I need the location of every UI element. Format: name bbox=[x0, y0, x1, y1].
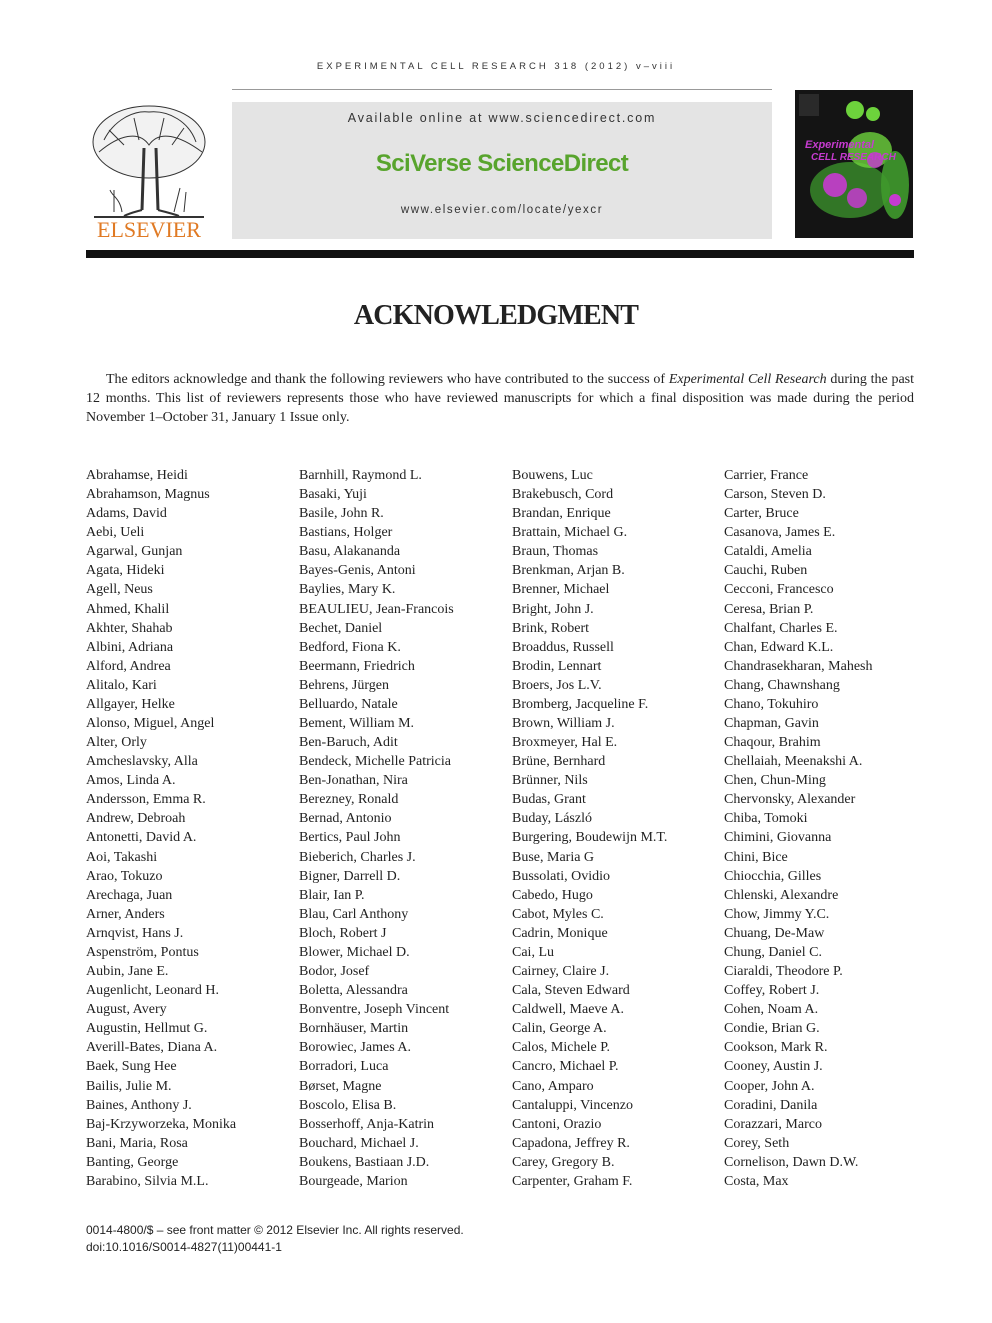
reviewer-name: Allgayer, Helke bbox=[86, 696, 175, 712]
reviewer-column-1 bbox=[86, 466, 236, 1191]
reviewer-name: Bendeck, Michelle Patricia bbox=[299, 754, 451, 770]
reviewer-name: Brenkman, Arjan B. bbox=[512, 563, 625, 579]
reviewer-name: Banting, George bbox=[86, 1154, 179, 1170]
reviewer-name: Chow, Jimmy Y.C. bbox=[724, 906, 830, 922]
reviewer-name: Ahmed, Khalil bbox=[86, 601, 170, 617]
reviewer-name: Bouchard, Michael J. bbox=[299, 1135, 419, 1151]
reviewer-name: Barabino, Silvia M.L. bbox=[86, 1173, 209, 1189]
reviewer-name: Alter, Orly bbox=[86, 735, 147, 751]
reviewer-name: Bosserhoff, Anja-Katrin bbox=[299, 1116, 435, 1132]
reviewer-name: Agarwal, Gunjan bbox=[86, 544, 183, 560]
reviewer-name: Cooper, John A. bbox=[724, 1078, 815, 1094]
reviewer-name: Bement, William M. bbox=[299, 716, 415, 732]
reviewer-name: Cantoni, Orazio bbox=[512, 1116, 602, 1132]
footer bbox=[86, 1222, 464, 1256]
reviewer-name: Boukens, Bastiaan J.D. bbox=[299, 1154, 430, 1170]
elsevier-logo bbox=[84, 100, 214, 240]
header-thick-rule bbox=[86, 250, 914, 258]
reviewer-name: Chano, Tokuhiro bbox=[724, 696, 819, 712]
reviewer-name: Chuang, De-Maw bbox=[724, 925, 825, 941]
cover-title-line1: Experimental bbox=[805, 139, 875, 151]
reviewer-name: Alford, Andrea bbox=[86, 658, 171, 674]
reviewer-name: Cancro, Michael P. bbox=[512, 1059, 619, 1075]
reviewer-name: Augustin, Hellmut G. bbox=[86, 1021, 208, 1037]
reviewer-name: Brüne, Bernhard bbox=[512, 754, 606, 770]
elsevier-wordmark: ELSEVIER bbox=[97, 217, 201, 240]
reviewer-name: Ben-Baruch, Adit bbox=[299, 735, 398, 751]
reviewer-name: Chlenski, Alexandre bbox=[724, 887, 839, 903]
reviewer-column-3 bbox=[512, 466, 667, 1191]
reviewer-name: Borowiec, James A. bbox=[299, 1040, 411, 1056]
reviewer-name: Arao, Tokuzo bbox=[86, 868, 163, 884]
reviewer-name: Blau, Carl Anthony bbox=[299, 906, 409, 922]
reviewer-name: Bernad, Antonio bbox=[299, 811, 392, 827]
reviewer-name: Capadona, Jeffrey R. bbox=[512, 1135, 630, 1151]
reviewer-name: Bodor, Josef bbox=[299, 964, 370, 980]
reviewer-name: Ciaraldi, Theodore P. bbox=[724, 964, 843, 980]
reviewer-name: Børset, Magne bbox=[299, 1078, 382, 1094]
reviewer-name: Cadrin, Monique bbox=[512, 925, 608, 941]
reviewer-name: Buse, Maria G bbox=[512, 849, 595, 865]
reviewer-name: Brown, William J. bbox=[512, 716, 615, 732]
reviewer-name: Brakebusch, Cord bbox=[512, 487, 614, 503]
reviewer-name: Cabot, Myles C. bbox=[512, 906, 604, 922]
sciencedirect-banner bbox=[232, 102, 772, 239]
reviewer-name: Arechaga, Juan bbox=[86, 887, 173, 903]
reviewer-name: Brink, Robert bbox=[512, 620, 589, 636]
reviewer-name: Calos, Michele P. bbox=[512, 1040, 610, 1056]
doi-line[interactable]: doi:10.1016/S0014-4827(11)00441-1 bbox=[86, 1240, 282, 1254]
reviewer-name: Abrahamse, Heidi bbox=[86, 468, 188, 483]
reviewer-name: Bouwens, Luc bbox=[512, 468, 593, 483]
reviewer-name: Behrens, Jürgen bbox=[299, 677, 389, 693]
reviewer-name: Cala, Steven Edward bbox=[512, 983, 630, 999]
reviewer-name: Baylies, Mary K. bbox=[299, 582, 396, 598]
reviewer-name: Coffey, Robert J. bbox=[724, 983, 820, 999]
reviewer-name: Ceresa, Brian P. bbox=[724, 601, 814, 617]
reviewer-name: Braun, Thomas bbox=[512, 544, 599, 560]
reviewer-name: Carey, Gregory B. bbox=[512, 1154, 615, 1170]
reviewer-name: Baek, Sung Hee bbox=[86, 1059, 177, 1075]
reviewer-name: Brattain, Michael G. bbox=[512, 525, 628, 541]
reviewer-name: Coradini, Danila bbox=[724, 1097, 818, 1113]
reviewer-name: Carter, Bruce bbox=[724, 506, 799, 522]
reviewer-name: Chini, Bice bbox=[724, 849, 788, 865]
reviewer-name: Abrahamson, Magnus bbox=[86, 487, 210, 503]
intro-journal-name: Experimental Cell Research bbox=[668, 372, 827, 387]
reviewer-name: Akhter, Shahab bbox=[86, 620, 173, 636]
reviewer-name: Andersson, Emma R. bbox=[86, 792, 206, 808]
reviewer-name: Bertics, Paul John bbox=[299, 830, 401, 846]
reviewer-name: Amcheslavsky, Alla bbox=[86, 754, 198, 770]
reviewer-name: Cataldi, Amelia bbox=[724, 544, 812, 560]
reviewer-name: Bromberg, Jacqueline F. bbox=[512, 696, 649, 712]
reviewer-name: Bloch, Robert J bbox=[299, 925, 387, 941]
reviewer-name: Bechet, Daniel bbox=[299, 620, 383, 636]
reviewer-name: Broers, Jos L.V. bbox=[512, 677, 602, 693]
reviewer-name: Agell, Neus bbox=[86, 582, 153, 598]
reviewer-name: Condie, Brian G. bbox=[724, 1021, 820, 1037]
reviewer-name: Cohen, Noam A. bbox=[724, 1002, 819, 1018]
reviewer-name: Bastians, Holger bbox=[299, 525, 393, 541]
reviewer-name: Bornhäuser, Martin bbox=[299, 1021, 409, 1037]
available-online-text: Available online at www.sciencedirect.com bbox=[347, 111, 657, 125]
reviewer-name: Cecconi, Francesco bbox=[724, 582, 834, 598]
reviewer-column-2 bbox=[299, 466, 454, 1191]
reviewer-name: Bailis, Julie M. bbox=[86, 1078, 172, 1094]
reviewer-name: Cornelison, Dawn D.W. bbox=[724, 1154, 859, 1170]
reviewer-name: Cabedo, Hugo bbox=[512, 887, 593, 903]
reviewer-name: Bayes-Genis, Antoni bbox=[299, 563, 416, 579]
reviewer-name: Aoi, Takashi bbox=[86, 849, 158, 865]
reviewer-name: Chan, Edward K.L. bbox=[724, 639, 834, 655]
intro-text-before: The editors acknowledge and thank the following reviewers who have contributed to the success of bbox=[106, 372, 669, 387]
reviewer-name: Chiba, Tomoki bbox=[724, 811, 808, 827]
reviewer-name: August, Avery bbox=[86, 1002, 167, 1018]
copyright-line: 0014-4800/$ – see front matter © 2012 Elsevier Inc. All rights reserved. bbox=[86, 1223, 464, 1237]
reviewer-name: Blower, Michael D. bbox=[299, 944, 410, 960]
reviewer-name: Bourgeade, Marion bbox=[299, 1173, 408, 1189]
page-title: ACKNOWLEDGMENT bbox=[353, 300, 639, 331]
reviewer-name: Augenlicht, Leonard H. bbox=[86, 983, 219, 999]
reviewer-name: Borradori, Luca bbox=[299, 1059, 389, 1075]
reviewer-name: Bigner, Darrell D. bbox=[299, 868, 401, 884]
reviewer-name: Chiocchia, Gilles bbox=[724, 868, 822, 884]
reviewer-name: Corazzari, Marco bbox=[724, 1116, 822, 1132]
reviewer-name: Baj-Krzyworzeka, Monika bbox=[86, 1116, 237, 1132]
reviewer-name: Averill-Bates, Diana A. bbox=[86, 1040, 218, 1056]
reviewer-name: Albini, Adriana bbox=[86, 639, 174, 655]
reviewer-name: Chervonsky, Alexander bbox=[724, 792, 856, 808]
reviewer-name: Ben-Jonathan, Nira bbox=[299, 773, 408, 789]
reviewer-name: Belluardo, Natale bbox=[299, 696, 398, 712]
reviewer-name: Berezney, Ronald bbox=[299, 792, 399, 808]
reviewer-column-4 bbox=[724, 466, 873, 1191]
cover-title-line2: CELL RESEARCH bbox=[811, 152, 896, 163]
reviewer-name: Chen, Chun-Ming bbox=[724, 773, 826, 789]
reviewer-name: Budas, Grant bbox=[512, 792, 586, 808]
reviewer-name: Buday, László bbox=[512, 811, 592, 827]
reviewer-name: Baines, Anthony J. bbox=[86, 1097, 192, 1113]
reviewer-name: Cauchi, Ruben bbox=[724, 563, 808, 579]
reviewer-name: Boletta, Alessandra bbox=[299, 983, 408, 999]
reviewer-name: Brünner, Nils bbox=[512, 773, 588, 789]
reviewer-name: Basile, John R. bbox=[299, 506, 384, 522]
reviewer-name: Burgering, Boudewijn M.T. bbox=[512, 830, 668, 846]
journal-cover-image bbox=[795, 90, 913, 238]
reviewer-name: Bright, John J. bbox=[512, 601, 594, 617]
reviewer-name: Cairney, Claire J. bbox=[512, 964, 610, 980]
reviewer-name: Carpenter, Graham F. bbox=[512, 1173, 633, 1189]
reviewer-name: Broxmeyer, Hal E. bbox=[512, 735, 618, 751]
reviewer-name: Brenner, Michael bbox=[512, 582, 610, 598]
reviewer-name: Amos, Linda A. bbox=[86, 773, 176, 789]
reviewer-name: Chang, Chawnshang bbox=[724, 677, 840, 693]
reviewer-name: Chaqour, Brahim bbox=[724, 735, 821, 751]
reviewer-name: Barnhill, Raymond L. bbox=[299, 468, 422, 483]
reviewer-name: Boscolo, Elisa B. bbox=[299, 1097, 397, 1113]
running-header: EXPERIMENTAL CELL RESEARCH 318 (2012) v–viii bbox=[316, 61, 676, 72]
reviewer-name: Chalfant, Charles E. bbox=[724, 620, 838, 636]
reviewer-name: Chung, Daniel C. bbox=[724, 944, 822, 960]
reviewer-name: Cookson, Mark R. bbox=[724, 1040, 828, 1056]
reviewer-name: Casanova, James E. bbox=[724, 525, 836, 541]
reviewer-name: Caldwell, Maeve A. bbox=[512, 1002, 624, 1018]
reviewer-name: Broaddus, Russell bbox=[512, 639, 614, 655]
reviewer-name: Cano, Amparo bbox=[512, 1078, 594, 1094]
reviewer-name: Alitalo, Kari bbox=[86, 677, 157, 693]
reviewer-name: Aspenström, Pontus bbox=[86, 944, 199, 960]
reviewer-name: Andrew, Debroah bbox=[86, 811, 186, 827]
reviewer-name: Chandrasekharan, Mahesh bbox=[724, 658, 873, 674]
reviewer-name: Brandan, Enrique bbox=[512, 506, 611, 522]
reviewer-name: Bieberich, Charles J. bbox=[299, 849, 416, 865]
header-divider bbox=[232, 89, 772, 90]
reviewer-name: Carson, Steven D. bbox=[724, 487, 826, 503]
reviewer-name: Alonso, Miguel, Angel bbox=[86, 716, 215, 732]
reviewer-name: Antonetti, David A. bbox=[86, 830, 197, 846]
reviewer-name: Chapman, Gavin bbox=[724, 716, 819, 732]
reviewer-name: Basu, Alakananda bbox=[299, 544, 401, 560]
reviewer-name: Brodin, Lennart bbox=[512, 658, 602, 674]
reviewer-name: Calin, George A. bbox=[512, 1021, 607, 1037]
intro-paragraph bbox=[86, 370, 914, 427]
tree-icon bbox=[93, 106, 205, 217]
reviewer-name: Bani, Maria, Rosa bbox=[86, 1135, 188, 1151]
reviewer-name: Cooney, Austin J. bbox=[724, 1059, 823, 1075]
reviewer-name: Cai, Lu bbox=[512, 944, 554, 960]
reviewer-name: Aubin, Jane E. bbox=[86, 964, 169, 980]
journal-url[interactable]: www.elsevier.com/locate/yexcr bbox=[400, 204, 604, 216]
reviewer-name: Chellaiah, Meenakshi A. bbox=[724, 754, 863, 770]
reviewer-name: Adams, David bbox=[86, 506, 167, 522]
reviewer-name: Bonventre, Joseph Vincent bbox=[299, 1002, 450, 1018]
reviewer-name: Carrier, France bbox=[724, 468, 809, 483]
reviewer-name: Corey, Seth bbox=[724, 1135, 790, 1151]
reviewer-name: Agata, Hideki bbox=[86, 563, 165, 579]
reviewer-name: Chimini, Giovanna bbox=[724, 830, 832, 846]
intro-text-after: during the past 12 months. This list of reviewers represents those who have reviewed manuscripts for which a final disposition was made during the period November 1–October 31, January 1 Issue only. bbox=[86, 372, 914, 425]
reviewer-name: Costa, Max bbox=[724, 1173, 789, 1189]
reviewer-name: Aebi, Ueli bbox=[86, 525, 145, 541]
reviewer-name: BEAULIEU, Jean-Francois bbox=[299, 601, 454, 617]
reviewer-name: Basaki, Yuji bbox=[299, 487, 367, 503]
reviewer-name: Arnqvist, Hans J. bbox=[86, 925, 184, 941]
reviewer-name: Blair, Ian P. bbox=[299, 887, 365, 903]
reviewer-name: Bedford, Fiona K. bbox=[299, 639, 401, 655]
reviewer-name: Cantaluppi, Vincenzo bbox=[512, 1097, 633, 1113]
reviewer-name: Bussolati, Ovidio bbox=[512, 868, 611, 884]
reviewer-name: Beermann, Friedrich bbox=[299, 658, 415, 674]
sciverse-sciencedirect-logo: SciVerse ScienceDirect bbox=[375, 150, 629, 177]
reviewer-name: Arner, Anders bbox=[86, 906, 165, 922]
